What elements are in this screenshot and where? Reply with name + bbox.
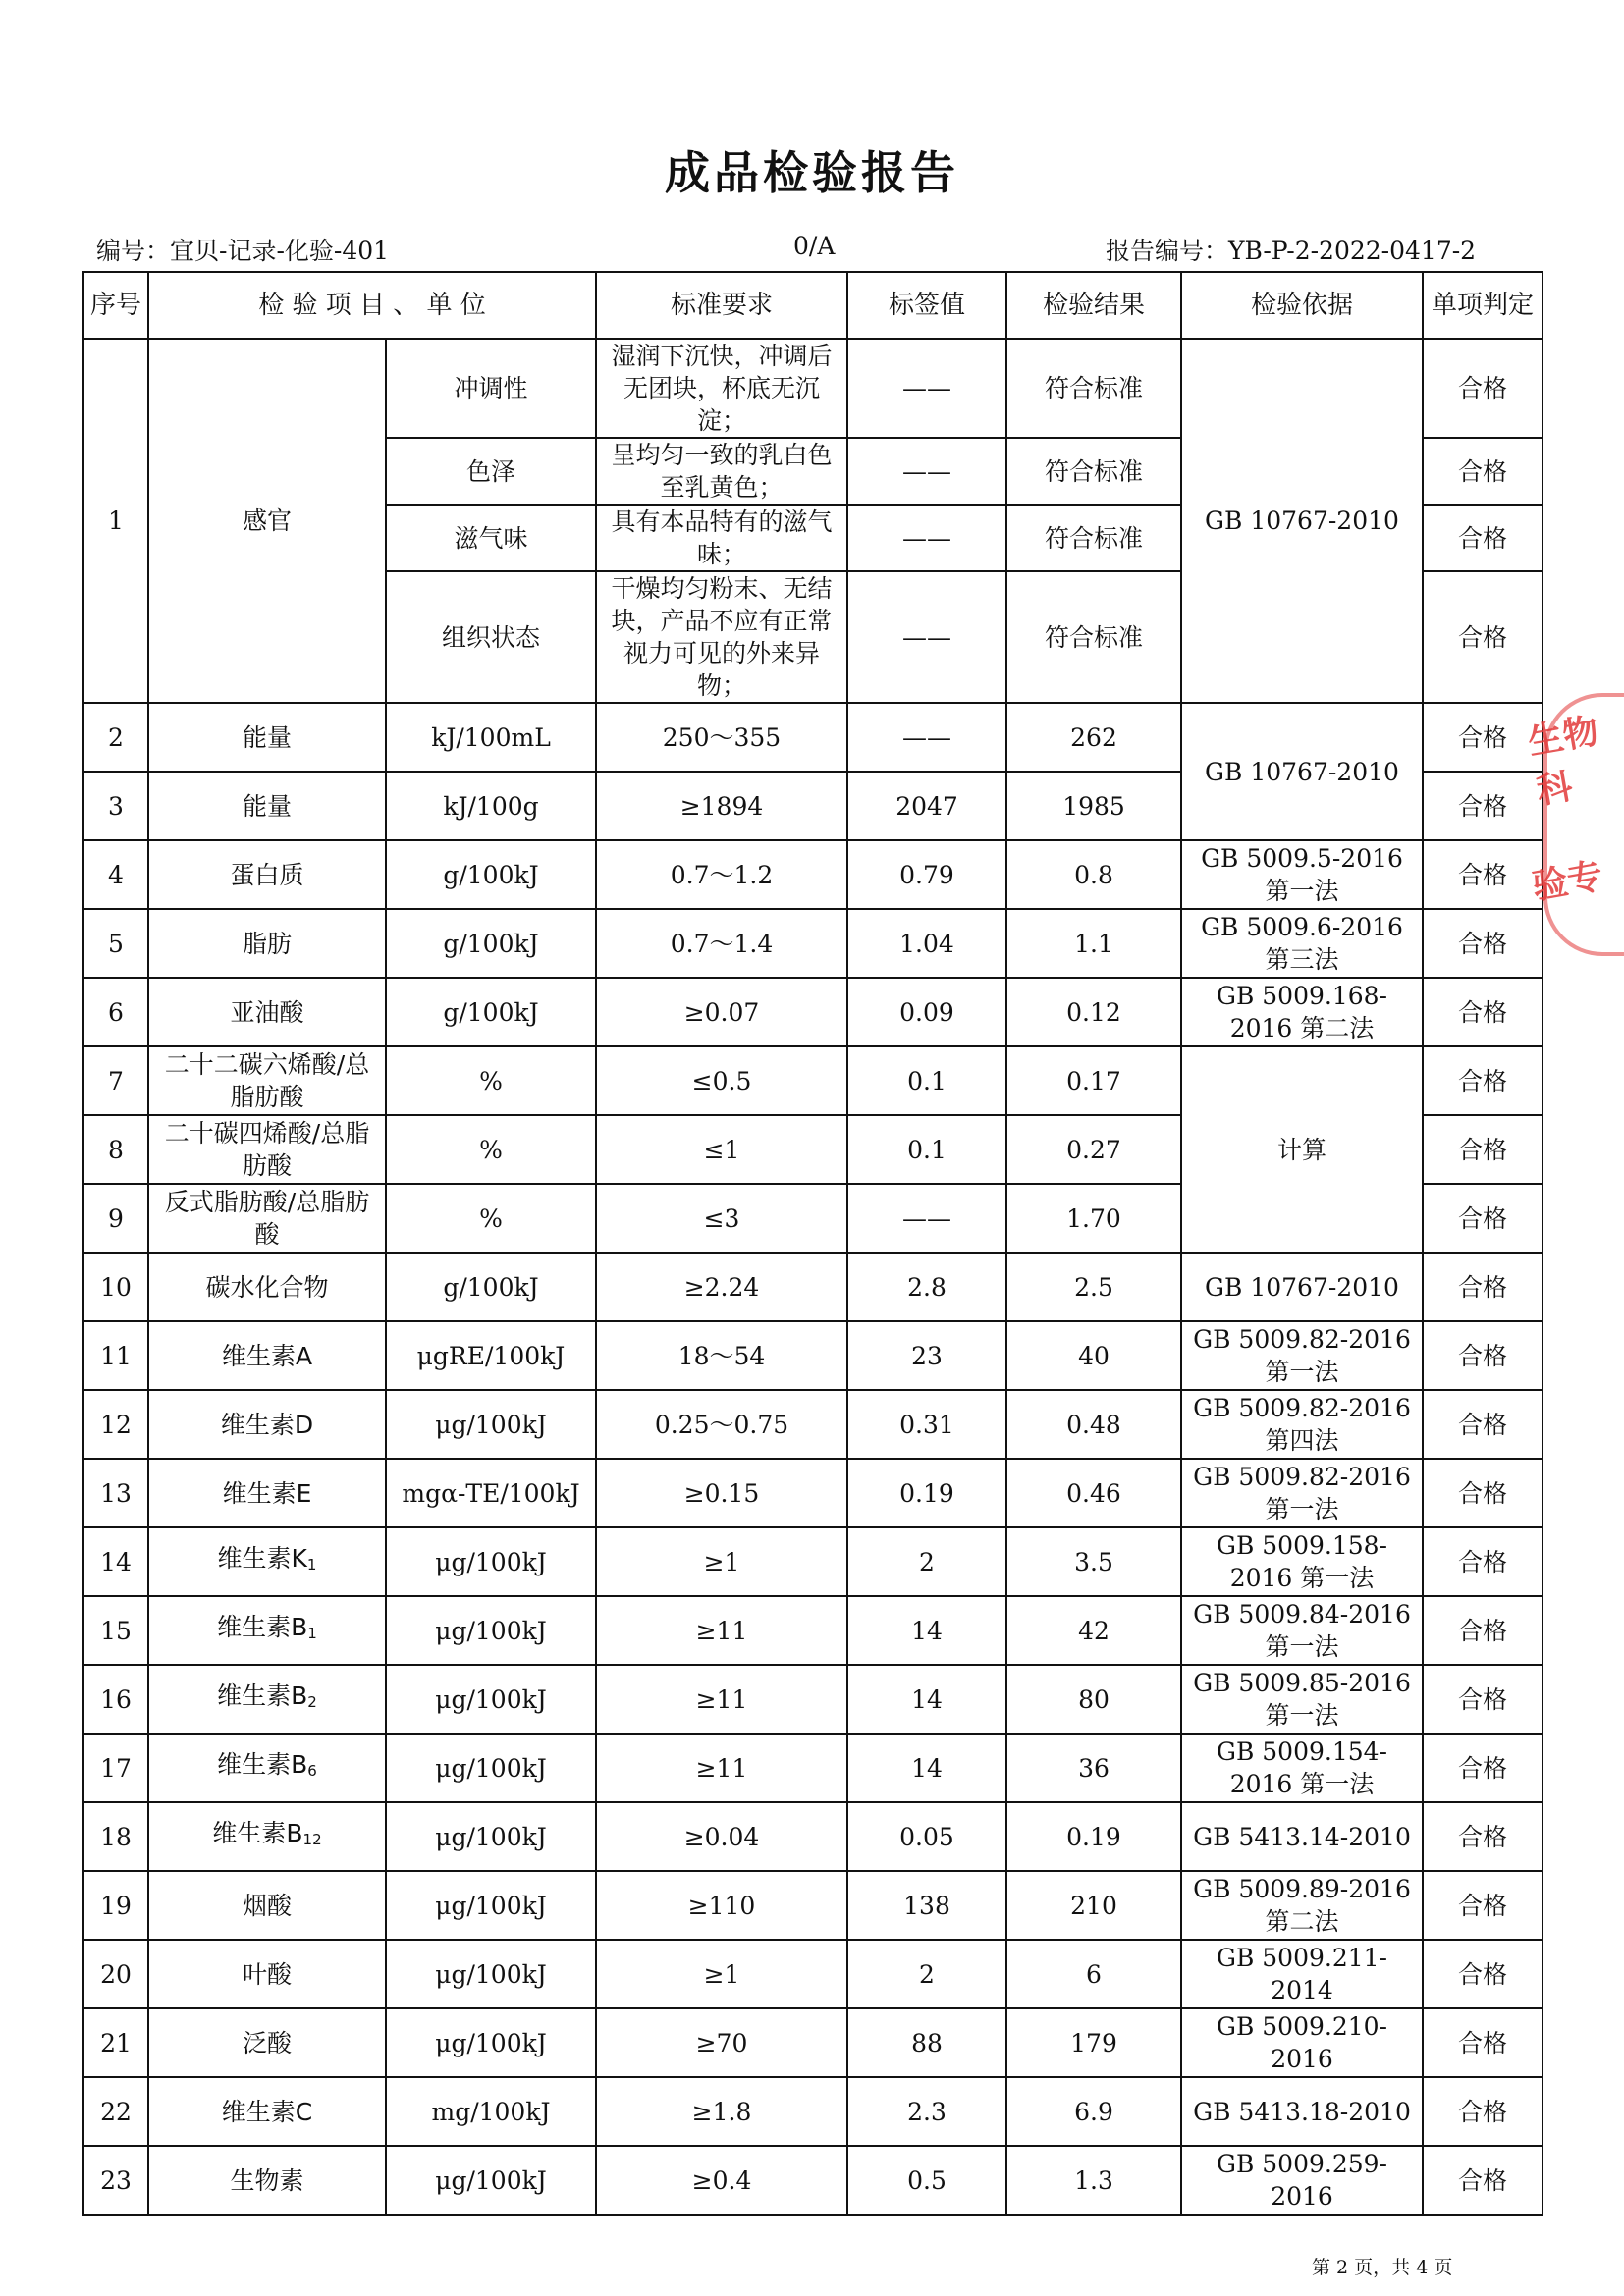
row-seq: 14 <box>83 1527 148 1596</box>
row-requirement: ≥2.24 <box>596 1253 847 1321</box>
report-title: 成品检验报告 <box>665 146 959 199</box>
row-seq: 20 <box>83 1940 148 2008</box>
inspection-table <box>82 271 1543 2216</box>
row-seq: 21 <box>83 2008 148 2077</box>
row-verdict: 合格 <box>1423 1596 1543 1665</box>
row-item-label: 碳水化合物 <box>205 1272 329 1302</box>
row-unit: μg/100kJ <box>386 2008 596 2077</box>
row-requirement: 0.25～0.75 <box>596 1390 847 1459</box>
row-basis: GB 5009.158-2016 第一法 <box>1181 1527 1423 1596</box>
row-item-label: 亚油酸 <box>230 997 304 1027</box>
row-item-name <box>148 1665 386 1734</box>
row-requirement: ≥1.8 <box>596 2077 847 2146</box>
table-row <box>83 1459 1543 1527</box>
row-result: 2.5 <box>1006 1253 1181 1321</box>
row-verdict: 合格 <box>1423 2146 1543 2215</box>
row-verdict: 合格 <box>1423 1734 1543 1802</box>
row-sub-item: 冲调性 <box>386 339 596 438</box>
row-item-label: 能量 <box>242 791 292 821</box>
table-row <box>83 1871 1543 1940</box>
row-verdict: 合格 <box>1423 571 1543 703</box>
row-label-value: —— <box>847 438 1006 505</box>
row-result: 符合标准 <box>1006 339 1181 438</box>
row-item-label: 二十碳四烯酸/总脂肪酸 <box>164 1119 370 1180</box>
row-basis: GB 5009.85-2016 第一法 <box>1181 1665 1423 1734</box>
table-row <box>83 1802 1543 1871</box>
row-requirement: ≥11 <box>596 1596 847 1665</box>
row-basis: GB 5009.89-2016 第二法 <box>1181 1871 1423 1940</box>
row-label-value: 0.1 <box>847 1046 1006 1115</box>
row-label-value: 138 <box>847 1871 1006 1940</box>
seal-fragment: 验专 <box>1529 855 1606 908</box>
col-header-label-value: 标签值 <box>847 272 1006 339</box>
row-requirement: 0.7～1.2 <box>596 840 847 909</box>
row-unit: μg/100kJ <box>386 1940 596 2008</box>
row-basis: GB 5009.259-2016 <box>1181 2146 1423 2215</box>
row-item-subscript: 1 <box>307 1625 317 1642</box>
row-requirement: ≤3 <box>596 1184 847 1253</box>
row-sub-item: 滋气味 <box>386 505 596 571</box>
row-basis: GB 5009.168-2016 第二法 <box>1181 978 1423 1046</box>
row-basis: GB 5009.84-2016 第一法 <box>1181 1596 1423 1665</box>
row-label-value: 0.1 <box>847 1115 1006 1184</box>
row-verdict: 合格 <box>1423 2077 1543 2146</box>
row-requirement: ≤0.5 <box>596 1046 847 1115</box>
row-basis: GB 10767-2010 <box>1181 703 1423 840</box>
row-label-value: 0.19 <box>847 1459 1006 1527</box>
row-result: 符合标准 <box>1006 571 1181 703</box>
row-item-name <box>148 1940 386 2008</box>
row-item-name <box>148 1802 386 1871</box>
row-label-value: 0.05 <box>847 1802 1006 1871</box>
row-seq: 6 <box>83 978 148 1046</box>
table-row <box>83 2077 1543 2146</box>
row-label-value: 14 <box>847 1665 1006 1734</box>
row-unit: g/100kJ <box>386 840 596 909</box>
table-row <box>83 1321 1543 1390</box>
row-verdict: 合格 <box>1423 1046 1543 1115</box>
row-item-name <box>148 703 386 772</box>
row-unit: μg/100kJ <box>386 1802 596 1871</box>
row-seq: 22 <box>83 2077 148 2146</box>
row-item-name <box>148 1390 386 1459</box>
row-item-name <box>148 1871 386 1940</box>
row-item-subscript: 6 <box>307 1762 317 1780</box>
row-seq: 10 <box>83 1253 148 1321</box>
row-item-name <box>148 978 386 1046</box>
row-unit: μg/100kJ <box>386 1734 596 1802</box>
row-requirement: 250～355 <box>596 703 847 772</box>
row-result: 符合标准 <box>1006 505 1181 571</box>
row-item-name <box>148 1321 386 1390</box>
row-item-label: 维生素A <box>221 1341 313 1370</box>
row-result: 1.3 <box>1006 2146 1181 2215</box>
row-unit: mg/100kJ <box>386 2077 596 2146</box>
row-item-name <box>148 840 386 909</box>
page-number: 第 2 页，共 4 页 <box>1312 2257 1453 2278</box>
row-seq: 16 <box>83 1665 148 1734</box>
row-item-label: 烟酸 <box>242 1891 292 1920</box>
row-item-name <box>148 1253 386 1321</box>
row-seq: 17 <box>83 1734 148 1802</box>
col-header-verdict: 单项判定 <box>1423 272 1543 339</box>
table-row <box>83 2146 1543 2215</box>
row-unit: g/100kJ <box>386 1253 596 1321</box>
row-item-name <box>148 1734 386 1802</box>
row-unit: μg/100kJ <box>386 1390 596 1459</box>
row-verdict: 合格 <box>1423 772 1543 840</box>
row-label-value: 2 <box>847 1940 1006 2008</box>
row-verdict: 合格 <box>1423 1253 1543 1321</box>
row-seq: 11 <box>83 1321 148 1390</box>
row-unit: % <box>386 1184 596 1253</box>
row-item-label: 二十二碳六烯酸/总脂肪酸 <box>164 1050 370 1111</box>
row-seq: 13 <box>83 1459 148 1527</box>
row-sub-item: 色泽 <box>386 438 596 505</box>
col-header-result: 检验结果 <box>1006 272 1181 339</box>
table-row <box>83 1046 1543 1115</box>
table-row <box>83 1734 1543 1802</box>
row-item-label: 蛋白质 <box>230 860 304 889</box>
row-requirement: 18～54 <box>596 1321 847 1390</box>
report-number: 报告编号：YB-P-2-2022-0417-2 <box>1106 237 1477 265</box>
row-verdict: 合格 <box>1423 703 1543 772</box>
row-item-label: 泛酸 <box>242 2028 292 2057</box>
row-requirement: ≥0.07 <box>596 978 847 1046</box>
row-seq: 8 <box>83 1115 148 1184</box>
row-unit: kJ/100g <box>386 772 596 840</box>
row-basis: 计算 <box>1181 1046 1423 1253</box>
row-unit: % <box>386 1046 596 1115</box>
row-result: 0.12 <box>1006 978 1181 1046</box>
row-verdict: 合格 <box>1423 840 1543 909</box>
row-item-name <box>148 1184 386 1253</box>
row-verdict: 合格 <box>1423 505 1543 571</box>
row-label-value: 1.04 <box>847 909 1006 978</box>
row-item-name: 感官 <box>148 339 386 703</box>
row-label-value: 0.31 <box>847 1390 1006 1459</box>
row-label-value: —— <box>847 571 1006 703</box>
row-verdict: 合格 <box>1423 1184 1543 1253</box>
row-result: 3.5 <box>1006 1527 1181 1596</box>
row-result: 262 <box>1006 703 1181 772</box>
row-basis: GB 5009.82-2016 第一法 <box>1181 1321 1423 1390</box>
row-verdict: 合格 <box>1423 1802 1543 1871</box>
row-result: 0.27 <box>1006 1115 1181 1184</box>
table-header-row <box>83 272 1543 339</box>
row-requirement: 湿润下沉快，冲调后无团块，杯底无沉淀； <box>596 339 847 438</box>
row-seq: 3 <box>83 772 148 840</box>
row-unit: g/100kJ <box>386 978 596 1046</box>
row-label-value: —— <box>847 1184 1006 1253</box>
row-label-value: 14 <box>847 1734 1006 1802</box>
row-verdict: 合格 <box>1423 1527 1543 1596</box>
row-verdict: 合格 <box>1423 339 1543 438</box>
row-result: 6.9 <box>1006 2077 1181 2146</box>
row-requirement: ≥0.4 <box>596 2146 847 2215</box>
row-label-value: 0.5 <box>847 2146 1006 2215</box>
col-header-basis: 检验依据 <box>1181 272 1423 339</box>
row-requirement: ≥11 <box>596 1665 847 1734</box>
row-item-subscript: 12 <box>302 1831 322 1848</box>
row-verdict: 合格 <box>1423 1321 1543 1390</box>
row-item-label: 反式脂肪酸/总脂肪酸 <box>164 1188 370 1249</box>
table-row <box>83 978 1543 1046</box>
row-requirement: ≥70 <box>596 2008 847 2077</box>
row-result: 符合标准 <box>1006 438 1181 505</box>
row-requirement: 干燥均匀粉末、无结块，产品不应有正常视力可见的外来异物； <box>596 571 847 703</box>
row-requirement: ≥110 <box>596 1871 847 1940</box>
row-label-value: 2047 <box>847 772 1006 840</box>
row-unit: μg/100kJ <box>386 2146 596 2215</box>
row-seq: 1 <box>83 339 148 703</box>
row-result: 210 <box>1006 1871 1181 1940</box>
row-result: 1985 <box>1006 772 1181 840</box>
row-result: 179 <box>1006 2008 1181 2077</box>
row-unit: mgα-TE/100kJ <box>386 1459 596 1527</box>
row-item-label: 维生素E <box>222 1478 312 1508</box>
row-result: 6 <box>1006 1940 1181 2008</box>
row-basis: GB 5009.154-2016 第一法 <box>1181 1734 1423 1802</box>
seal-fragment: 生物科 <box>1525 711 1602 813</box>
table-row <box>83 1253 1543 1321</box>
row-requirement: ≥11 <box>596 1734 847 1802</box>
row-basis: GB 5009.5-2016 第一法 <box>1181 840 1423 909</box>
row-verdict: 合格 <box>1423 978 1543 1046</box>
row-requirement: ≥0.15 <box>596 1459 847 1527</box>
row-basis: GB 10767-2010 <box>1181 339 1423 703</box>
table-row <box>83 1390 1543 1459</box>
row-unit: μgRE/100kJ <box>386 1321 596 1390</box>
row-item-name <box>148 1115 386 1184</box>
row-item-name <box>148 1596 386 1665</box>
row-basis: GB 5009.6-2016 第三法 <box>1181 909 1423 978</box>
row-label-value: 23 <box>847 1321 1006 1390</box>
row-item-subscript: 1 <box>306 1556 317 1574</box>
row-item-label: 维生素B <box>212 1819 303 1847</box>
document-number: 编号：宜贝-记录-化验-401 <box>96 237 390 265</box>
row-unit: μg/100kJ <box>386 1527 596 1596</box>
row-label-value: 2 <box>847 1527 1006 1596</box>
row-requirement: 呈均匀一致的乳白色至乳黄色； <box>596 438 847 505</box>
row-label-value: —— <box>847 339 1006 438</box>
row-basis: GB 5413.14-2010 <box>1181 1802 1423 1871</box>
row-label-value: 0.09 <box>847 978 1006 1046</box>
row-verdict: 合格 <box>1423 1665 1543 1734</box>
row-item-name <box>148 2077 386 2146</box>
row-seq: 2 <box>83 703 148 772</box>
row-result: 42 <box>1006 1596 1181 1665</box>
row-requirement: 具有本品特有的滋气味； <box>596 505 847 571</box>
row-result: 0.48 <box>1006 1390 1181 1459</box>
row-basis: GB 5413.18-2010 <box>1181 2077 1423 2146</box>
row-item-label: 脂肪 <box>242 929 292 958</box>
row-item-label: 维生素K <box>217 1544 307 1573</box>
row-seq: 4 <box>83 840 148 909</box>
row-requirement: ≤1 <box>596 1115 847 1184</box>
row-label-value: 88 <box>847 2008 1006 2077</box>
row-seq: 12 <box>83 1390 148 1459</box>
row-result: 1.1 <box>1006 909 1181 978</box>
row-unit: kJ/100mL <box>386 703 596 772</box>
row-verdict: 合格 <box>1423 1459 1543 1527</box>
row-item-label: 维生素D <box>220 1410 314 1439</box>
table-row <box>83 1596 1543 1665</box>
row-result: 0.17 <box>1006 1046 1181 1115</box>
row-requirement: 0.7～1.4 <box>596 909 847 978</box>
row-item-label: 能量 <box>242 722 292 752</box>
col-header-requirement: 标准要求 <box>596 272 847 339</box>
row-verdict: 合格 <box>1423 438 1543 505</box>
row-basis: GB 5009.82-2016 第四法 <box>1181 1390 1423 1459</box>
row-verdict: 合格 <box>1423 1940 1543 2008</box>
row-result: 40 <box>1006 1321 1181 1390</box>
row-item-name <box>148 2008 386 2077</box>
row-item-name <box>148 1046 386 1115</box>
row-verdict: 合格 <box>1423 1390 1543 1459</box>
row-item-label: 维生素B <box>217 1613 308 1641</box>
row-unit: μg/100kJ <box>386 1871 596 1940</box>
row-item-label: 维生素B <box>217 1750 308 1779</box>
row-result: 0.46 <box>1006 1459 1181 1527</box>
col-header-seq: 序号 <box>83 272 148 339</box>
row-result: 1.70 <box>1006 1184 1181 1253</box>
row-basis: GB 10767-2010 <box>1181 1253 1423 1321</box>
row-requirement: ≥1 <box>596 1940 847 2008</box>
row-label-value: 14 <box>847 1596 1006 1665</box>
row-result: 80 <box>1006 1665 1181 1734</box>
col-header-item: 检 验 项 目 、 单 位 <box>148 272 596 339</box>
row-item-name <box>148 909 386 978</box>
row-item-label: 生物素 <box>230 2165 304 2195</box>
row-result: 0.19 <box>1006 1802 1181 1871</box>
row-basis: GB 5009.82-2016 第一法 <box>1181 1459 1423 1527</box>
row-item-name <box>148 1527 386 1596</box>
row-seq: 5 <box>83 909 148 978</box>
row-unit: % <box>386 1115 596 1184</box>
row-seq: 19 <box>83 1871 148 1940</box>
row-basis: GB 5009.211-2014 <box>1181 1940 1423 2008</box>
table-row <box>83 703 1543 772</box>
row-result: 36 <box>1006 1734 1181 1802</box>
row-unit: μg/100kJ <box>386 1596 596 1665</box>
row-item-name <box>148 772 386 840</box>
row-result: 0.8 <box>1006 840 1181 909</box>
row-seq: 18 <box>83 1802 148 1871</box>
row-unit: g/100kJ <box>386 909 596 978</box>
table-row <box>83 1665 1543 1734</box>
row-verdict: 合格 <box>1423 2008 1543 2077</box>
version-number: 0/A <box>793 232 836 260</box>
row-sub-item: 组织状态 <box>386 571 596 703</box>
table-row <box>83 1940 1543 2008</box>
table-row <box>83 1527 1543 1596</box>
row-requirement: ≥0.04 <box>596 1802 847 1871</box>
row-seq: 9 <box>83 1184 148 1253</box>
row-item-label: 维生素C <box>221 2097 313 2126</box>
table-row <box>83 339 1543 438</box>
row-label-value: —— <box>847 703 1006 772</box>
row-seq: 23 <box>83 2146 148 2215</box>
row-basis: GB 5009.210-2016 <box>1181 2008 1423 2077</box>
row-seq: 15 <box>83 1596 148 1665</box>
row-item-label: 维生素B <box>217 1682 308 1710</box>
row-label-value: —— <box>847 505 1006 571</box>
table-row <box>83 2008 1543 2077</box>
table-row <box>83 909 1543 978</box>
row-verdict: 合格 <box>1423 1871 1543 1940</box>
row-verdict: 合格 <box>1423 909 1543 978</box>
row-seq: 7 <box>83 1046 148 1115</box>
table-row <box>83 840 1543 909</box>
row-item-name <box>148 1459 386 1527</box>
row-item-subscript: 2 <box>307 1693 317 1711</box>
row-label-value: 2.8 <box>847 1253 1006 1321</box>
row-item-label: 叶酸 <box>242 1959 292 1989</box>
row-label-value: 0.79 <box>847 840 1006 909</box>
row-label-value: 2.3 <box>847 2077 1006 2146</box>
row-verdict: 合格 <box>1423 1115 1543 1184</box>
row-unit: μg/100kJ <box>386 1665 596 1734</box>
row-item-name <box>148 2146 386 2215</box>
row-requirement: ≥1894 <box>596 772 847 840</box>
row-requirement: ≥1 <box>596 1527 847 1596</box>
